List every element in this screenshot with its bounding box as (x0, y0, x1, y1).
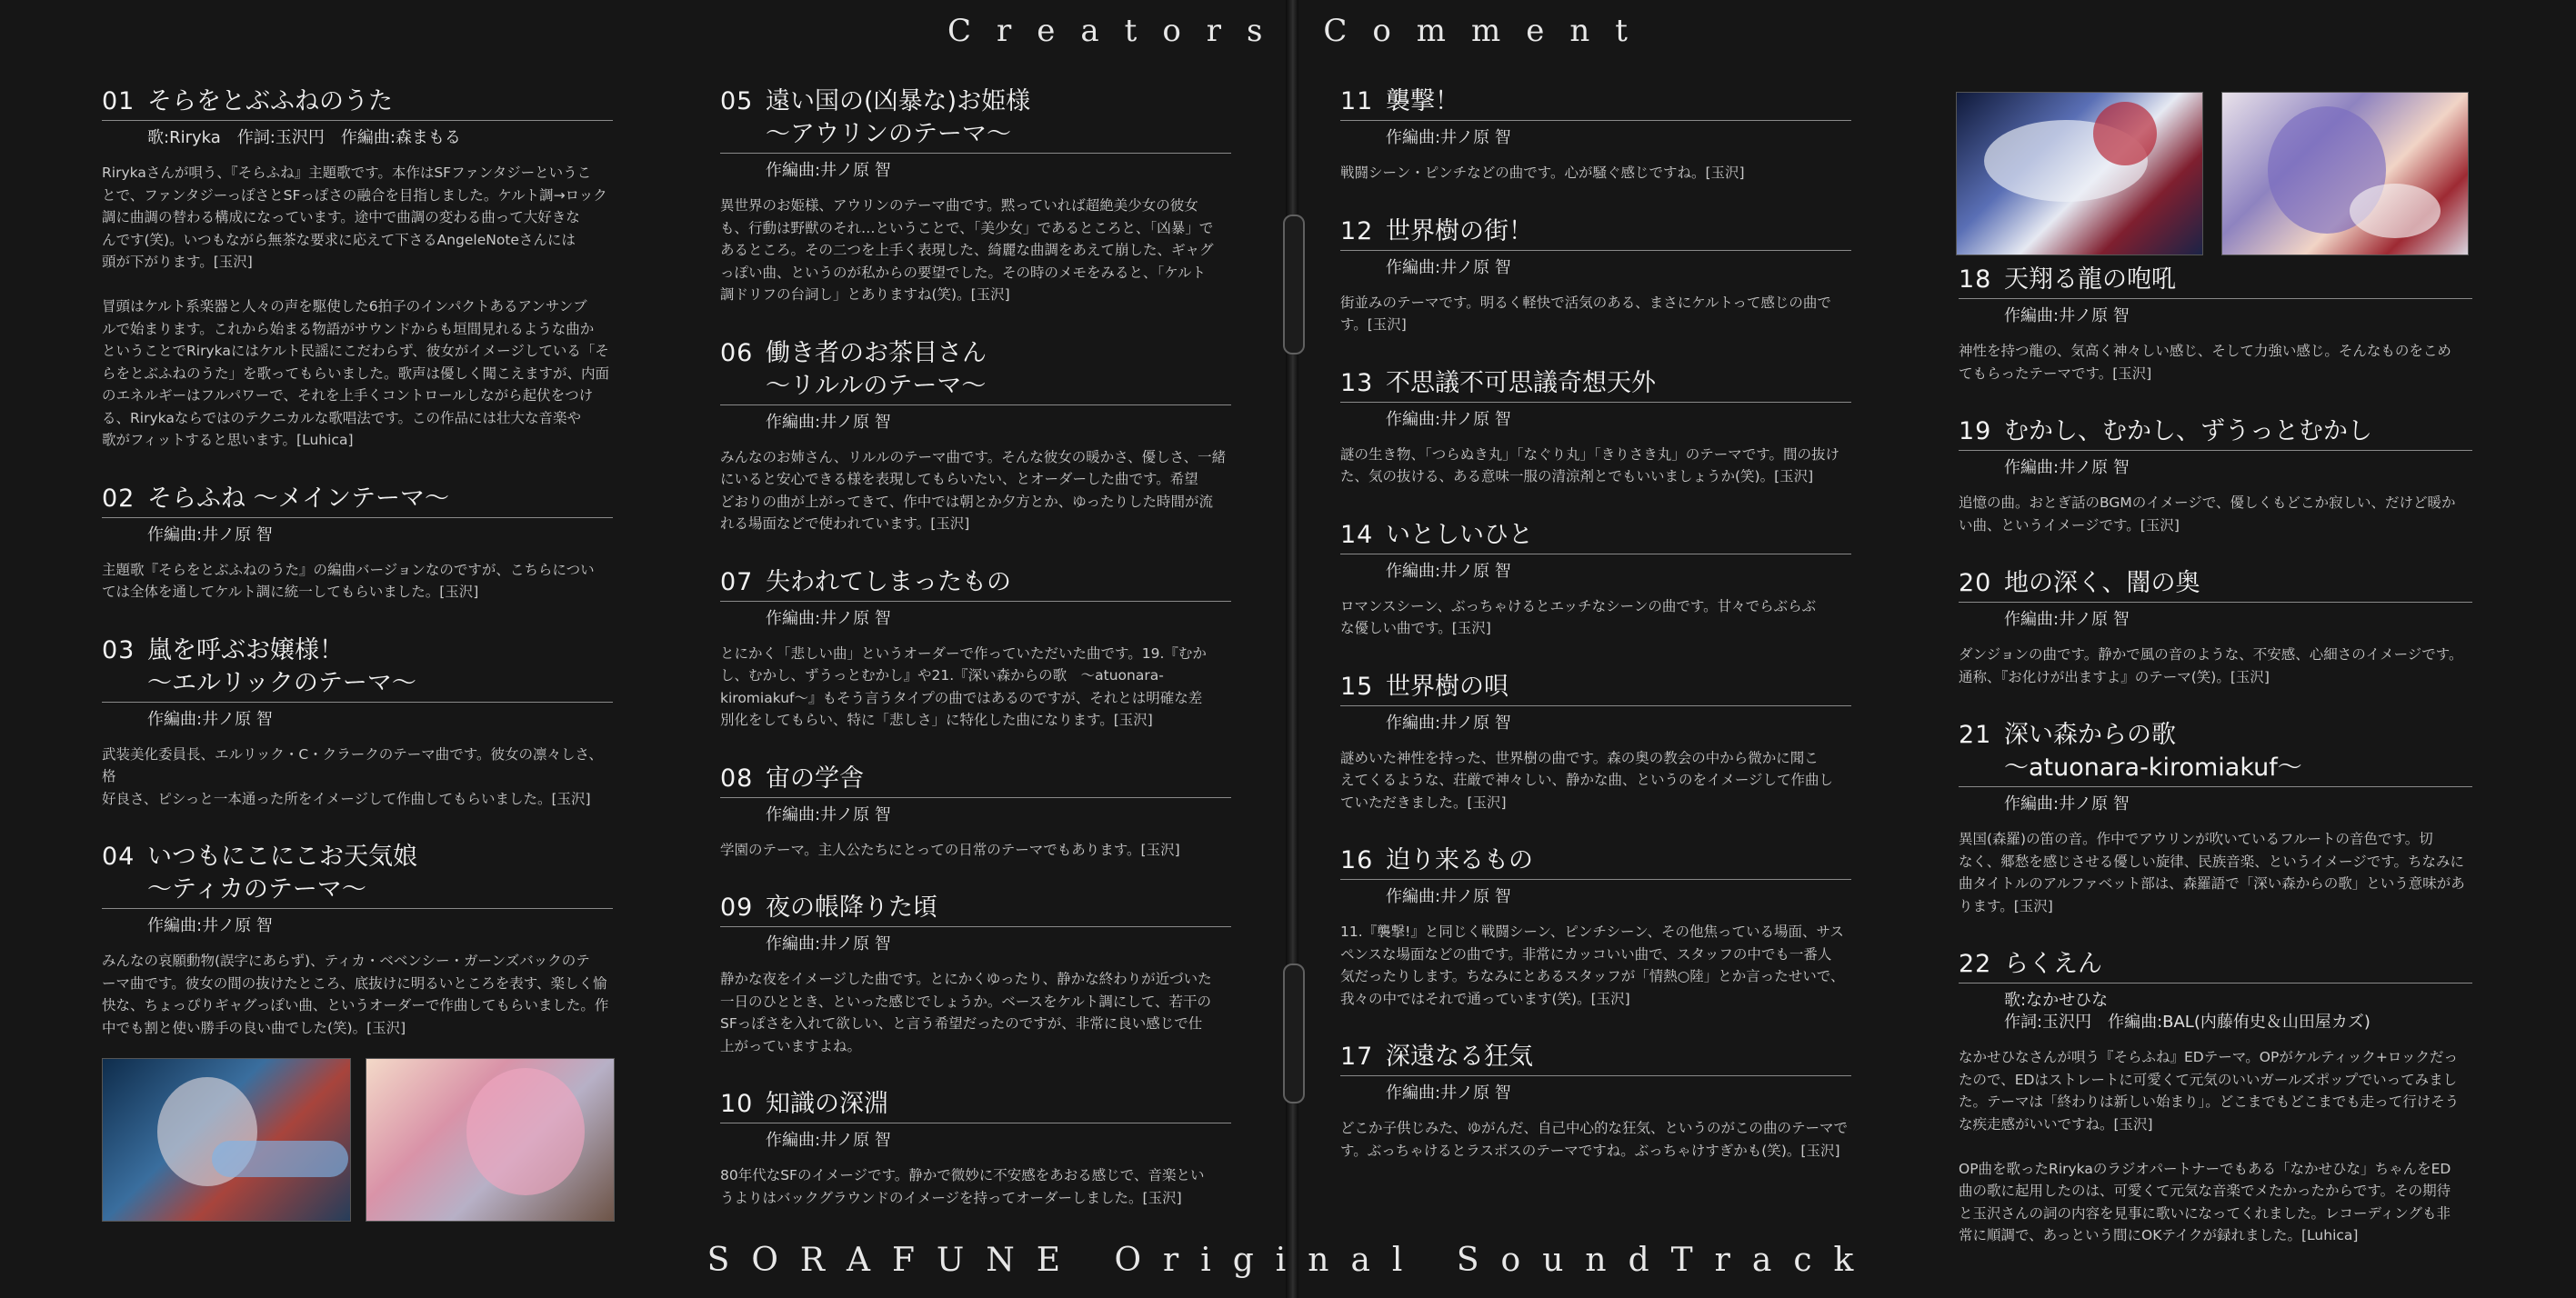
track-number: 02 (102, 484, 135, 513)
track-title: 働き者のお茶目さん ～リルルのテーマ～ (766, 338, 987, 400)
track-title: むかし、むかし、ずうっとむかし (2004, 417, 2372, 445)
track-description: とにかく「悲しい曲」というオーダーで作っていただいた曲です。19.『むか し、むかし、ずうっとむかし』や21.『深い森からの歌 ～atuonara- kiromiakuf～』もそう言うタイプの曲ではあるのですが、それとは明確な差 別化をしてもらい、特に「悲しさ」に特化した曲になります。[玉沢] (720, 644, 1207, 728)
track-number: 19 (1959, 417, 1992, 445)
track-entry (720, 566, 1231, 732)
track-description: みんなのお姉さん、リルルのテーマ曲です。そんな彼女の暖かさ、優しさ、一緒 にいると安心できる様を表現してもらいたい、とオーダーした曲です。希望 どおりの曲が上がってきて、作中では朝とか夕方とか、ゆったりした時間が流 れる場面などで使われています。[玉沢] (720, 448, 1227, 532)
track-description: どこか子供じみた、ゆがんだ、自己中心的な狂気、というのがこの曲のテーマで す。ぶっちゃけるとラスボスのテーマですね。ぶっちゃけすぎかも(笑)。[玉沢] (1340, 1120, 1849, 1159)
track-title: 不思議不可思議奇想天外 (1386, 368, 1656, 397)
track-description: 謎めいた神性を持った、世界樹の曲です。森の奥の教会の中から微かに聞こ えてくるような、荘厳で神々しい、静かな曲、というのをイメージして作曲し ていただきました。[玉沢] (1340, 749, 1834, 811)
track-number: 11 (1340, 87, 1374, 115)
track-credit: 作編曲:井ノ原 智 (1386, 1083, 1511, 1103)
track-heading (1340, 844, 1851, 880)
column-1 (102, 85, 613, 1070)
track-number: 17 (1340, 1043, 1374, 1071)
column-3 (1340, 85, 1851, 1193)
track-heading (720, 85, 1231, 154)
track-heading (102, 634, 613, 703)
track-credit: 作編曲:井ノ原 智 (1386, 409, 1511, 429)
track-credit: 作編曲:井ノ原 智 (1386, 128, 1511, 147)
track-description: 学園のテーマ。主人公たちにとっての日常のテーマでもあります。[玉沢] (720, 841, 1180, 858)
track-description: ダンジョンの曲です。静かで風の音のような、不安感、心細さのイメージです。 通称、『お化けが出ますよ』のテーマ(笑)。[玉沢] (1959, 646, 2463, 685)
track-heading (720, 566, 1231, 602)
track-title: 深い森からの歌 ～atuonara-kiromiakuf～ (2004, 721, 2302, 782)
track-title: 夜の帳降りた頃 (766, 894, 937, 922)
track-entry (720, 763, 1231, 862)
track-title: 遠い国の(凶暴な)お姫様 ～アウリンのテーマ～ (766, 87, 1031, 148)
track-number: 07 (720, 567, 754, 596)
column-4 (1959, 264, 2472, 1278)
track-description: 神性を持つ龍の、気高く神々しい感じ、そして力強い感じ。そんなものをこめ てもらったテーマです。[玉沢] (1959, 343, 2451, 382)
track-number: 21 (1959, 721, 1992, 749)
track-credit: 作編曲:井ノ原 智 (2004, 458, 2130, 477)
track-description: みんなの哀願動物(誤字にあらず)、ティカ・ベベンシー・ガーンズバックのテ ーマ曲です。彼女の間の抜けたところ、底抜けに明るいところを表す、楽しく愉 快な、ちょっぴりギャグっぽい曲、というオーダーで作曲してもらいました。作 中でも割と使い勝手の良い曲でした(笑)。[玉沢] (102, 953, 609, 1036)
track-heading (1340, 85, 1851, 121)
track-entry (1340, 519, 1851, 640)
track-entry (1959, 719, 2472, 917)
track-number: 05 (720, 87, 754, 115)
track-entry (1959, 567, 2472, 688)
illustration-purple-hair-maid (2221, 92, 2469, 255)
track-title: 天翔る龍の咆吼 (2004, 265, 2176, 294)
track-description: 静かな夜をイメージした曲です。とにかくゆったり、静かな終わりが近づいた 一日のひととき、といった感じでしょうか。ベースをケルト調にして、若干の SFっぽさを入れて欲しい、と言う希望だったのですが、非常に良い感じで仕 上がっていますよね。 (720, 971, 1212, 1054)
track-heading (102, 85, 613, 121)
track-number: 20 (1959, 569, 1992, 597)
track-number: 10 (720, 1090, 754, 1118)
track-heading (1959, 264, 2472, 299)
track-heading (1340, 519, 1851, 554)
track-entry (1340, 367, 1851, 488)
track-credit: 作編曲:井ノ原 智 (1386, 713, 1511, 733)
track-entry (1340, 85, 1851, 185)
track-description: 謎の生き物、「つらぬき丸」「なぐり丸」「きりさき丸」のテーマです。間の抜け た、気の抜ける、ある意味一服の清涼剤とでもいいましょうか(笑)。[玉沢] (1340, 445, 1840, 484)
track-credit: 作編曲:井ノ原 智 (2004, 794, 2130, 814)
staple-bottom (1283, 964, 1305, 1103)
illustration-figure (466, 1068, 585, 1195)
staple-top (1283, 215, 1305, 354)
track-heading (720, 763, 1231, 798)
track-entry (102, 634, 613, 811)
track-heading (1959, 948, 2472, 983)
track-entry (720, 85, 1231, 306)
track-credit: 作編曲:井ノ原 智 (147, 524, 273, 544)
track-title: そらふね ～メインテーマ～ (147, 484, 450, 513)
track-credit: 作編曲:井ノ原 智 (766, 412, 891, 432)
track-description: 主題歌『そらをとぶふねのうた』の編曲バージョンなのですが、こちらについ ては全体を通してケルト調に統一してもらいました。[玉沢] (102, 561, 595, 600)
track-title: 嵐を呼ぶお嬢様！ ～エルリックのテーマ～ (147, 635, 416, 697)
track-entry (102, 841, 613, 1039)
track-description: なかせひなさんが唄う『そらふね』EDテーマ。OPがケルティック+ロックだっ たので、EDはストレートに可愛くて元気のいいガールズポップでいってみまし た。テーマは「終わりは新しい始まり」。どこまでもどこまでも走って行けそう な疾走感がいいですね。[玉沢] OP曲を歌ったRirykaのラジオパートナーでもある「なかせひな」ちゃんをED 曲の歌に起用したのは、可愛くて元気な音楽でメたかったからです。その期待 と玉沢さんの詞の内容を見事に歌いになってくれました。レコーディングも非 常に順調で、あっという間にOKテイクが録れました。[Luhica] (1959, 1049, 2460, 1243)
illustration-blade (212, 1141, 348, 1177)
track-credit: 作編曲:井ノ原 智 (766, 161, 891, 180)
track-title: 世界樹の街！ (1386, 216, 1533, 245)
track-heading (1340, 215, 1851, 251)
track-number: 06 (720, 338, 754, 367)
track-credit: 作編曲:井ノ原 智 (147, 916, 273, 935)
track-entry (1340, 215, 1851, 336)
track-title: そらをとぶふねのうた (147, 87, 393, 115)
track-credit: 作編曲:井ノ原 智 (766, 934, 891, 954)
track-description: 街並みのテーマです。明るく軽快で活気のある、まさにケルトって感じの曲で す。[玉沢] (1340, 294, 1831, 333)
track-heading (1959, 719, 2472, 787)
track-number: 01 (102, 87, 135, 115)
track-description: 11.『襲撃!』と同じく戦闘シーン、ピンチシーン、その他焦っている場面、サス ペンスな場面などの曲です。非常にカッコいい曲で、スタッフの中でも一番人 気だったりします。ちなみにとあるスタッフが「情熱○陸」とか言ったせいで、 我々の中ではそれで通っています(笑)。[玉沢] (1340, 924, 1845, 1007)
track-number: 12 (1340, 216, 1374, 245)
track-credit: 歌:Riryka 作詞:玉沢円 作編曲:森まもる (147, 128, 461, 147)
track-entry (1340, 844, 1851, 1010)
track-entry (1340, 1041, 1851, 1162)
track-number: 09 (720, 894, 754, 922)
track-title: 襲撃！ (1386, 87, 1459, 115)
track-entry (102, 483, 613, 604)
track-credit: 作編曲:井ノ原 智 (766, 804, 891, 824)
track-heading (1959, 415, 2472, 451)
illustration-apron (2350, 184, 2441, 238)
track-heading (1959, 567, 2472, 603)
track-credit: 作編曲:井ノ原 智 (2004, 610, 2130, 629)
track-number: 08 (720, 764, 754, 793)
track-title: 迫り来るもの (1386, 846, 1533, 874)
track-credit: 作編曲:井ノ原 智 (766, 1131, 891, 1150)
track-description: ロマンスシーン、ぶっちゃけるとエッチなシーンの曲です。甘々でらぶらぶ な優しい曲です。[玉沢] (1340, 597, 1817, 636)
track-description: Rirykaさんが唄う、『そらふね』主題歌です。本作はSFファンタジーというこ とで、ファンタジーっぽさとSFっぽさの融合を目指しました。ケルト調→ロック 調に曲調の替わる構成になっています。途中で曲調の変わる曲って大好きな んです(笑)。いつもながら無茶な要求に応えて下さるAngeleNoteさんには 頭が下がります。[玉沢] 冒頭はケルト系楽器と人々の声を駆使した6拍子のインパクトあるアンサンブ ルで始まります。これから始まる物語がサウンドからも垣間見れるような曲か ということでRirykaにはケルト民謡にこだわらず、彼女がイメージしている「そ らをとぶふねのうた」を歌ってもらいました。歌声は優しく聞こえますが、内面 のエネルギーはフルパワーで、それを上手くコントロールしながら起伏をつけ る、Rirykaならではのテクニカルな歌唱法です。この作品には壮大な音楽や 歌がフィットすると思います。[Luhica] (102, 165, 610, 448)
track-heading (1340, 671, 1851, 706)
track-description: 異国(森羅)の笛の音。作中でアウリンが吹いているフルートの音色です。切 なく、郷愁を感じさせる優しい旋律、民族音楽、というイメージです。ちなみに 曲タイトルのアルファベット部は、森羅語で「深い森からの歌」という意味があ ります。[玉沢] (1959, 831, 2465, 914)
track-credit: 作編曲:井ノ原 智 (766, 608, 891, 628)
track-description: 異世界のお姫様、アウリンのテーマ曲です。黙っていれば超絶美少女の彼女 も、行動は野獣のそれ…ということで、「美少女」であるところと、「凶暴」で あるところ。その二つを上手く表現した、綺麗な曲調をあえて崩した、ギャグ っぽい曲、というのが私からの要望でした。その時のメモをみると、「ケルト 調ドリフの台詞し」とありますね(笑)。[玉沢] (720, 197, 1214, 303)
track-title: 地の深く、闇の奥 (2004, 569, 2200, 597)
track-heading (720, 892, 1231, 927)
header-title: Creators Comment (947, 13, 1653, 49)
track-title: 世界樹の唄 (1386, 672, 1509, 701)
track-heading (720, 337, 1231, 405)
illustration-white-hair-girl (1956, 92, 2203, 255)
track-credit: 作編曲:井ノ原 智 (1386, 257, 1511, 277)
track-entry (1340, 671, 1851, 814)
track-credit: 作編曲:井ノ原 智 (1386, 887, 1511, 906)
track-heading (1340, 367, 1851, 403)
track-entry (1959, 415, 2472, 536)
illustration-pink-hair-girl (366, 1058, 615, 1222)
track-title: いとしいひと (1386, 520, 1533, 549)
track-number: 18 (1959, 265, 1992, 294)
track-heading (1340, 1041, 1851, 1076)
track-title: 宙の学舎 (766, 764, 864, 793)
track-description: 80年代なSFのイメージです。静かで微妙に不安感をあおる感じで、音楽とい うよりはバックグラウンドのイメージを持ってオーダーしました。[玉沢] (720, 1167, 1205, 1206)
track-heading (102, 483, 613, 518)
column-2 (720, 85, 1231, 1240)
track-number: 22 (1959, 950, 1992, 978)
track-number: 04 (102, 843, 135, 871)
track-number: 15 (1340, 672, 1374, 701)
track-description: 武装美化委員長、エルリック・C・クラークのテーマ曲です。彼女の凛々しさ、格 好良さ、ピシっと一本通った所をイメージして作曲してもらいました。[玉沢] (102, 745, 603, 807)
track-heading (102, 841, 613, 909)
track-credit: 作編曲:井ノ原 智 (147, 709, 273, 729)
track-entry (720, 892, 1231, 1057)
track-entry (720, 1088, 1231, 1209)
track-title: 深遠なる狂気 (1386, 1043, 1533, 1071)
footer-title: SORAFUNE Original SoundTrack (707, 1242, 1876, 1279)
track-number: 13 (1340, 368, 1374, 397)
track-number: 14 (1340, 520, 1374, 549)
illustration-sword-girl (102, 1058, 351, 1222)
track-description: 追憶の曲。おとぎ話のBGMのイメージで、優しくもどこか寂しい、だけど暖か い曲、というイメージです。[玉沢] (1959, 494, 2456, 534)
track-number: 03 (102, 635, 135, 664)
track-title: らくえん (2004, 950, 2102, 978)
track-title: いつもにこにこお天気娘 ～ティカのテーマ～ (147, 843, 417, 904)
track-number: 16 (1340, 846, 1374, 874)
track-credit: 作編曲:井ノ原 智 (2004, 306, 2130, 325)
track-title: 知識の深淵 (766, 1090, 888, 1118)
track-credit: 作編曲:井ノ原 智 (1386, 561, 1511, 581)
track-heading (720, 1088, 1231, 1123)
track-entry (720, 337, 1231, 535)
track-entry (102, 85, 613, 452)
track-credit: 歌:なかせひな 作詞:玉沢円 作編曲:BAL(内藤侑史＆山田屋カズ) (2004, 991, 2371, 1032)
track-description: 戦闘シーン・ピンチなどの曲です。心が騒ぐ感じですね。[玉沢] (1340, 165, 1745, 181)
track-entry (1959, 948, 2472, 1247)
illustration-hat (2093, 102, 2157, 165)
track-title: 失われてしまったもの (766, 567, 1011, 596)
track-entry (1959, 264, 2472, 384)
